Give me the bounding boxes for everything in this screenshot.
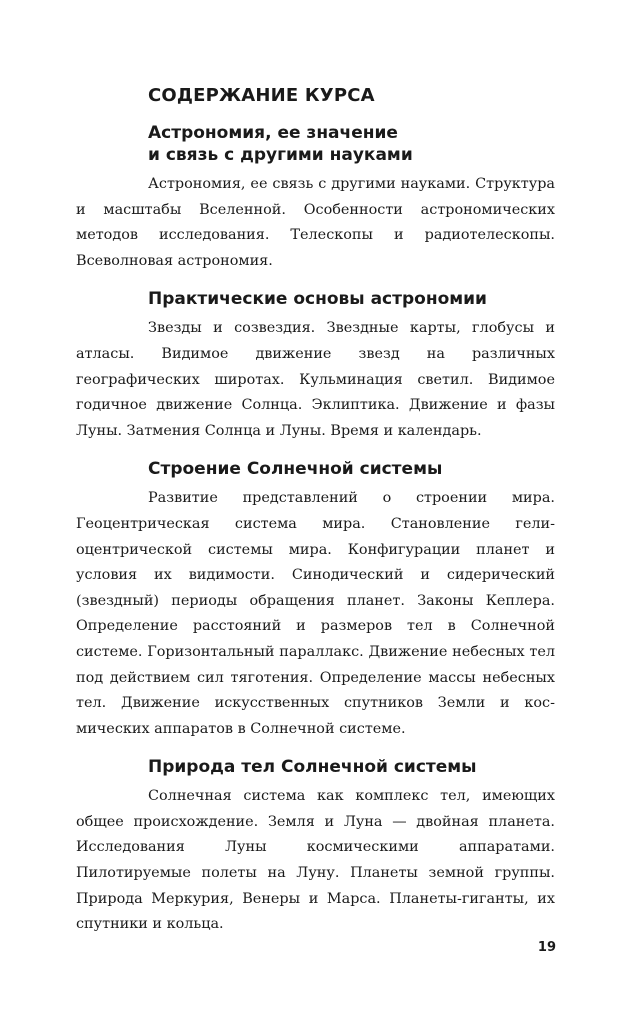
section-heading: Практические основы астрономии bbox=[148, 289, 487, 310]
section-body: Астрономия, ее связь с другими науками. Структура и масштабы Вселенной. Особенности астрономических методов исследования. Телескопы и радиотелескопы. Всеволновая астрономия. bbox=[76, 176, 555, 269]
section-solar-system-structure bbox=[76, 458, 555, 742]
section-solar-system-bodies bbox=[76, 756, 555, 938]
section-body: Звезды и созвездия. Звездные карты, глобусы и атласы. Видимое движение звезд на различных географических широтах. Кульминация светил. Видимое годичное движение Солнца. Эклиптика. Движение и фазы Луны. Затмения Солнца и Луны. Время и календарь. bbox=[76, 320, 555, 439]
section-body: Развитие представлений о строении мира. Геоцентрическая система мира. Становление гелиоцентрической системы мира. Конфигурации планет и условия их видимости. Синодический и сидерический (звездный) периоды обращения планет. Законы Кеплера. Определение расстояний и размеров тел в Солнечной системе. Горизонтальный параллакс. Движение небесных тел под действием сил тяготения. Определение массы небесных тел. Движение искусственных спутников Земли и космических аппаратов в Солнечной системе. bbox=[76, 490, 555, 737]
page-title: СОДЕРЖАНИЕ КУРСА bbox=[148, 85, 375, 106]
section-practical-basics bbox=[76, 288, 555, 444]
section-heading: Природа тел Солнечной системы bbox=[148, 757, 477, 778]
section-body: Солнечная система как комплекс тел, имеющих общее происхождение. Земля и Луна — двойная планета. Исследования Луны космическими аппаратами. Пилотируемые полеты на Луну. Планеты земной группы. Природа Меркурия, Венеры и Марса. Планеты-гиганты, их спутники и кольца. bbox=[76, 788, 555, 933]
section-heading: Астрономия, ее значение и связь с другими науками bbox=[148, 123, 413, 165]
section-astronomy-significance bbox=[76, 122, 555, 274]
page-content bbox=[76, 84, 555, 952]
page-number: 19 bbox=[537, 940, 556, 955]
section-heading: Строение Солнечной системы bbox=[148, 459, 443, 480]
